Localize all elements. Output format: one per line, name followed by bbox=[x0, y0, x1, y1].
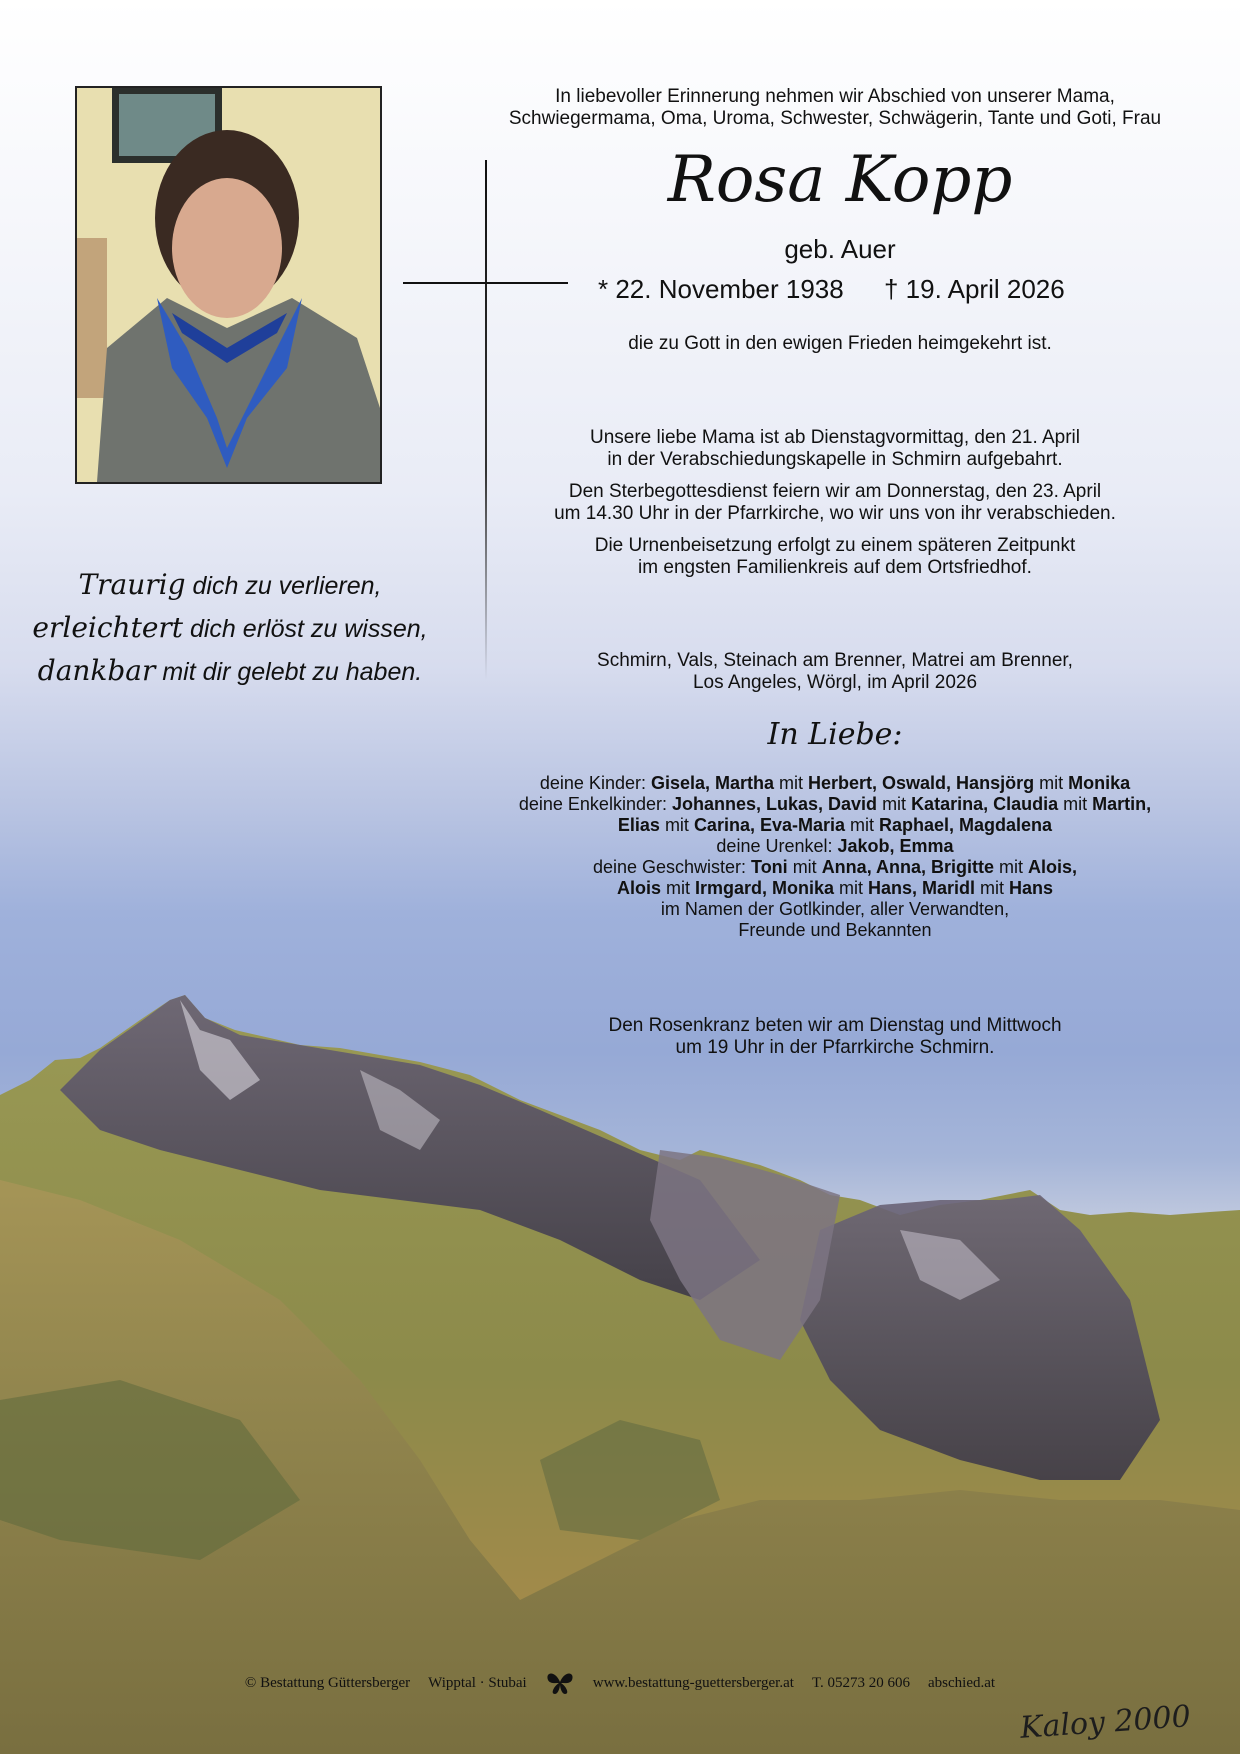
announcement-2-line-1: Den Sterbegottesdienst feiern wir am Donnerstag, den 23. April bbox=[568, 481, 1102, 502]
family-urenkel bbox=[470, 836, 1200, 857]
word-mit: mit bbox=[975, 878, 1010, 898]
intro-text bbox=[450, 86, 1220, 130]
quote-line-2 bbox=[20, 607, 440, 650]
enkel-names-c: Martin, bbox=[1092, 794, 1152, 814]
footer-site2[interactable]: abschied.at bbox=[928, 1674, 996, 1691]
word-mit: mit bbox=[659, 815, 694, 835]
word-mit: mit bbox=[660, 878, 695, 898]
announcement-1-line-2: in der Verabschiedungskapelle in Schmirn aufgebahrt. bbox=[607, 449, 1063, 470]
quote-word-traurig: Traurig bbox=[78, 568, 186, 601]
family-enkel-2 bbox=[470, 815, 1200, 836]
places-line-2: Los Angeles, Wörgl, im April 2026 bbox=[692, 672, 978, 693]
gesch-names-g: Hans bbox=[1009, 878, 1054, 898]
rosary-text bbox=[470, 1015, 1200, 1059]
places-date bbox=[470, 650, 1200, 694]
footer bbox=[0, 1670, 1240, 1696]
word-mit: mit bbox=[787, 857, 822, 877]
word-mit: mit bbox=[994, 857, 1029, 877]
quote-rest-1: dich zu verlieren, bbox=[185, 572, 382, 600]
deceased-name: Rosa Kopp bbox=[667, 143, 1013, 217]
kinder-names-c: Monika bbox=[1068, 773, 1131, 793]
rosary-line-2: um 19 Uhr in der Pfarrkirche Schmirn. bbox=[675, 1037, 995, 1058]
label-enkel: deine Enkelkinder: bbox=[518, 794, 672, 814]
family-closing-1: im Namen der Gotlkinder, aller Verwandten, bbox=[660, 899, 1010, 919]
painting-signature: Kaloy 2000 bbox=[1018, 1699, 1192, 1746]
label-geschwister: deine Geschwister: bbox=[592, 857, 752, 877]
enkel-names-a: Johannes, Lukas, David bbox=[671, 794, 878, 814]
maiden-name: geb. Auer bbox=[784, 234, 896, 264]
word-mit: mit bbox=[1034, 773, 1069, 793]
word-mit: mit bbox=[1058, 794, 1093, 814]
gesch-names-a: Toni bbox=[751, 857, 788, 877]
places-line-1: Schmirn, Vals, Steinach am Brenner, Matrei am Brenner, bbox=[597, 650, 1073, 671]
announcement-3-line-2: im engsten Familienkreis auf dem Ortsfriedhof. bbox=[638, 557, 1032, 578]
announcement-3-line-1: Die Urnenbeisetzung erfolgt zu einem späteren Zeitpunkt bbox=[594, 535, 1076, 556]
gesch-names-e: Irmgard, Monika bbox=[694, 878, 834, 898]
birth-date: * 22. November 1938 bbox=[598, 274, 844, 304]
family-closing-2: Freunde und Bekannten bbox=[738, 920, 932, 940]
intro-line-2: Schwiegermama, Oma, Uroma, Schwester, Schwägerin, Tante und Goti, Frau bbox=[508, 108, 1162, 129]
word-mit: mit bbox=[834, 878, 868, 898]
gesch-names-b: Anna, Anna, Brigitte bbox=[821, 857, 995, 877]
label-urenkel: deine Urenkel: bbox=[716, 836, 838, 856]
quote-line-1 bbox=[20, 564, 440, 607]
announcement-2-line-2: um 14.30 Uhr in der Pfarrkirche, wo wir uns von ihr verabschieden. bbox=[554, 503, 1116, 524]
cross-vertical bbox=[485, 160, 487, 680]
footer-region: Wipptal · Stubai bbox=[428, 1674, 527, 1691]
family-geschwister-2 bbox=[470, 878, 1200, 899]
quote-rest-2: dich erlöst zu wissen, bbox=[183, 615, 428, 643]
intro-line-1: In liebevoller Erinnerung nehmen wir Abschied von unserer Mama, bbox=[555, 86, 1115, 107]
kinder-names-b: Herbert, Oswald, Hansjörg bbox=[808, 773, 1035, 793]
enkel-names-d: Elias bbox=[617, 815, 660, 835]
enkel-names-f: Raphael, Magdalena bbox=[879, 815, 1053, 835]
family-enkel-1 bbox=[470, 794, 1200, 815]
in-liebe-heading: In Liebe: bbox=[767, 717, 903, 752]
quote-word-erleichtert: erleichtert bbox=[32, 611, 184, 644]
gesch-names-c: Alois, bbox=[1028, 857, 1078, 877]
peace-text: die zu Gott in den ewigen Frieden heimgekehrt ist. bbox=[628, 333, 1052, 354]
portrait-photo bbox=[75, 86, 382, 484]
quote-word-dankbar: dankbar bbox=[37, 654, 156, 687]
quote-rest-3: mit dir gelebt zu haben. bbox=[155, 658, 423, 686]
enkel-names-b: Katarina, Claudia bbox=[911, 794, 1059, 814]
family-list bbox=[470, 773, 1200, 941]
announcement-1-line-1: Unsere liebe Mama ist ab Dienstagvormittag, den 21. April bbox=[589, 427, 1081, 448]
word-mit: mit bbox=[877, 794, 912, 814]
family-geschwister-1 bbox=[470, 857, 1200, 878]
butterfly-icon bbox=[545, 1670, 575, 1696]
death-date: † 19. April 2026 bbox=[884, 274, 1065, 304]
footer-phone: T. 05273 20 606 bbox=[811, 1674, 910, 1691]
gesch-names-f: Hans, Maridl bbox=[868, 878, 976, 898]
footer-copyright: © Bestattung Güttersberger bbox=[244, 1674, 411, 1691]
word-mit: mit bbox=[845, 815, 880, 835]
memorial-quote bbox=[20, 564, 440, 693]
label-kinder: deine Kinder: bbox=[539, 773, 651, 793]
rosary-line-1: Den Rosenkranz beten wir am Dienstag und Mittwoch bbox=[608, 1015, 1062, 1036]
quote-line-3 bbox=[20, 650, 440, 693]
gesch-names-d: Alois bbox=[616, 878, 661, 898]
announcements bbox=[470, 427, 1200, 579]
kinder-names-a: Gisela, Martha bbox=[650, 773, 775, 793]
cross-horizontal bbox=[403, 282, 568, 284]
enkel-names-e: Carina, Eva-Maria bbox=[693, 815, 846, 835]
word-mit: mit bbox=[774, 773, 809, 793]
footer-website[interactable]: www.bestattung-guettersberger.at bbox=[592, 1674, 794, 1691]
urenkel-names: Jakob, Emma bbox=[837, 836, 954, 856]
family-kinder bbox=[470, 773, 1200, 794]
